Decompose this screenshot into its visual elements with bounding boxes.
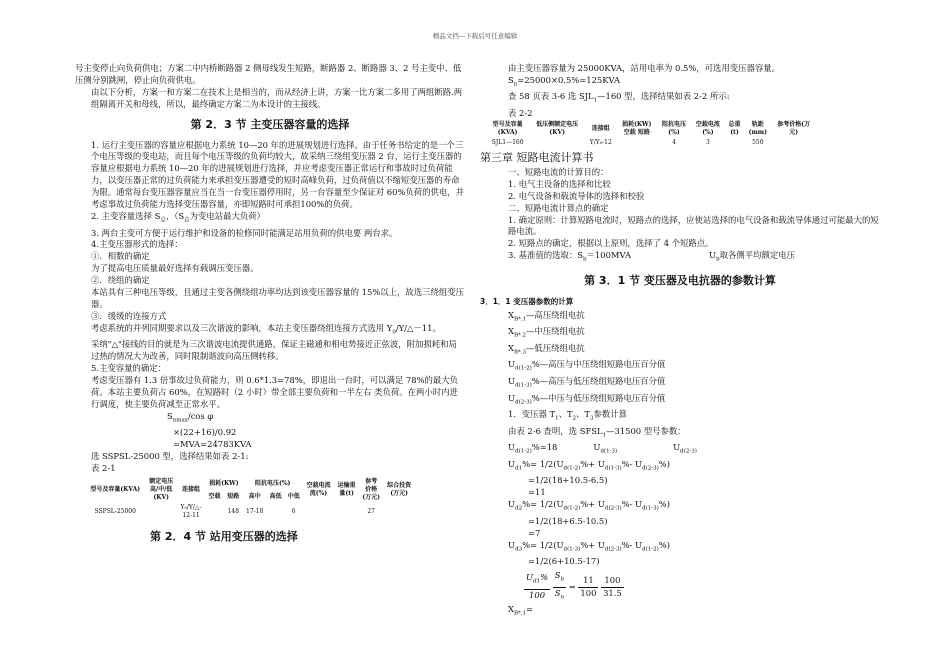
- paragraph-item4: 4.主变压器形式的选择：: [91, 239, 183, 250]
- th2-cur: [691, 120, 725, 138]
- th-imp-hm: 高中: [248, 492, 261, 500]
- eqa1-sub: d(1-2): [515, 448, 532, 455]
- f2-t2: %+ U: [580, 499, 605, 510]
- formula-ud1-r1: =1/2(18+10.5-6.5): [528, 475, 608, 486]
- u2-line: [480, 376, 880, 393]
- frac-n4: 100: [601, 575, 624, 588]
- th-impedance: 阻抗电压(%): [255, 479, 291, 487]
- tr: 1．变压器 T: [508, 409, 556, 420]
- eqa1: U: [508, 442, 516, 453]
- xb1-line: [480, 604, 880, 621]
- paragraph-r3: [480, 91, 880, 108]
- paragraph-select: 选 SSPSL-25000 型，选择结果如表 2-1:: [91, 451, 249, 462]
- formula-ud2-r2: =7: [528, 527, 541, 538]
- page-header-note: 精品文档---下载后可任意编辑: [432, 32, 518, 40]
- u2-t: %—高压与低压绕组短路电压百分值: [531, 375, 666, 386]
- paragraph-item4-4: 采纳"△"接线的目的就是为三次谐波电流提供通路，保证主磁通和相电势接近正弦波，附加损耗和局过热的情况大为改善，同时限制谐波向高压侧转移。: [91, 339, 457, 362]
- td2-volt: [529, 138, 585, 148]
- th2-volt-1: 低压侧额定电压: [536, 120, 579, 128]
- f2-t: %= 1/2(U: [522, 499, 564, 510]
- td-model: SSPSL-25000: [94, 508, 136, 516]
- th-noload-current: [303, 477, 335, 503]
- f1-sub: d1: [515, 465, 523, 472]
- td-conn: [177, 503, 205, 521]
- s2-3: [480, 250, 880, 267]
- x3: X: [508, 342, 514, 353]
- x1-t: —高压绕组电抗: [526, 309, 585, 320]
- frac-n3: 11: [578, 575, 598, 588]
- f3-s2: d(1-3): [563, 546, 581, 553]
- td2-cur: 3: [705, 138, 710, 146]
- f3-t4: %): [658, 539, 671, 550]
- u2: U: [508, 375, 516, 386]
- s1: 一、短路电流的计算目的：: [508, 166, 609, 177]
- td-ml: 6: [291, 508, 296, 516]
- f2-s4: d(1-3): [642, 505, 659, 512]
- paragraph-item5: 5.主变容量的确定：: [91, 363, 166, 374]
- th2-price: [771, 120, 816, 138]
- paragraph-item4-3: ③．缓缓的连接方式: [91, 310, 167, 321]
- formula-ud3-r1: =1/2(6+10.5-17): [528, 556, 600, 567]
- td2-conn: Y/Y₀-12: [589, 138, 612, 146]
- th-transport: [334, 477, 359, 503]
- th-noload-2: 流(%): [309, 490, 328, 498]
- paragraph-item4-2: ②．绕组的确定: [91, 275, 150, 286]
- item2-text: 2. 主变容量选择 S: [91, 210, 161, 221]
- th2-price-1: 参考价格(万: [777, 120, 811, 128]
- formula-ud2-r1: =1/2(18+6.5-10.5): [528, 515, 608, 526]
- fraction-ud1: [524, 572, 550, 601]
- th-imp-ml: 中低: [287, 492, 300, 500]
- item2-sub2: 总: [184, 217, 190, 224]
- s2-3d: U: [709, 250, 717, 261]
- eqa3: U: [673, 442, 681, 453]
- fraction-sb-sn: [553, 570, 566, 604]
- th2-cur-1: 空载电流: [695, 120, 720, 128]
- x1: X: [508, 309, 514, 320]
- table-2-1-caption: 表 2-1: [91, 463, 116, 474]
- s1-1: 1. 电气主设备的选择和比较: [508, 178, 611, 189]
- fraction-sn-den: [553, 588, 566, 605]
- th-trans-1: 运输重: [337, 482, 356, 490]
- th2-wt: [725, 120, 744, 138]
- f1: U: [508, 458, 516, 469]
- td-short: 148: [227, 508, 240, 516]
- th-voltage-3: (KV): [153, 494, 169, 502]
- paragraph-item5-text: 考虑变压器有 1.3 倍事故过负荷能力，则 0.6*1.3=78%，即退出一台时，可以满足 78%的最大负荷。本站主要负荷占 60%，在短路时（2 小时）带全部主要负荷和一半左右 类负荷。在两小时内进行调度，使主要负荷减至正常水平。: [91, 375, 459, 409]
- fraction-ud1-den: 100: [529, 589, 546, 600]
- th-conn: 连接组: [182, 486, 201, 494]
- equation-line-3: =MVA=24783KVA: [173, 439, 252, 450]
- th2-imp-2: (%): [668, 128, 680, 136]
- u3-t: %—中压与低压绕组短路电压百分值: [531, 392, 666, 403]
- td-noload: [205, 503, 224, 521]
- f1-t: %= 1/2(U: [522, 458, 564, 469]
- section-heading-3-1: 第 3．1 节 变压器及电抗器的参数计算: [584, 273, 776, 287]
- s2-3c: ＝100MVA: [586, 250, 632, 261]
- td-cur: [303, 503, 335, 521]
- tr-m: 、T: [558, 409, 573, 420]
- table-2-2: [486, 120, 816, 148]
- frac-d2s: n: [560, 594, 565, 601]
- td-ref: 27: [367, 508, 375, 516]
- xb1-sub: B*.1: [513, 610, 527, 617]
- x3-sub: B*.3: [513, 349, 527, 356]
- table-ref-line: [480, 426, 880, 443]
- x1-sub: B*.1: [513, 316, 527, 323]
- th2-price-2: 元): [789, 128, 799, 136]
- s1-2: 2. 电气设备和载流导体的选择和校验: [508, 190, 645, 201]
- frac-d2: S: [554, 587, 561, 598]
- x3-t: —低压绕组电抗: [526, 342, 585, 353]
- item2-sub: 总: [160, 217, 166, 224]
- frac-n2: S: [554, 570, 561, 581]
- formula-ud3: [480, 540, 880, 557]
- th-invest: [383, 477, 415, 503]
- eqa2: U: [593, 442, 601, 453]
- eq1-sub: nmax: [172, 417, 188, 424]
- f2-t4: %): [658, 499, 671, 510]
- th2-imp: [657, 120, 691, 138]
- th2-model-2: (KVA): [497, 128, 518, 136]
- section-heading-2-4: 第 2．4 节 站用变压器的选择: [150, 530, 298, 544]
- left-column: [75, 63, 465, 552]
- f3-t2: %+ U: [580, 539, 605, 550]
- s2-2: 2. 短路点的确定，根据以上原则，选择了 4 个短路点。: [508, 238, 714, 249]
- paragraph-item2: [75, 211, 465, 228]
- s2-3b: b: [583, 256, 587, 263]
- td-hl: [267, 503, 285, 521]
- frac-n1s: d1: [533, 579, 541, 586]
- subheading-3-1-1: 3．1．1 变压器参数的计算: [480, 296, 574, 306]
- s2: 二、短路电流计算点的确定: [508, 202, 609, 213]
- td-trans: [334, 503, 359, 521]
- u1-line: [480, 359, 880, 376]
- paragraph-item4-1-text: 为了提高电压质量最好选择有载调压变压器。: [91, 263, 259, 274]
- item2-end: 为变电站最大负荷）: [189, 210, 266, 221]
- tr-m2: 、T: [576, 409, 591, 420]
- eq1-tail: /cos φ: [187, 410, 214, 421]
- x2-sub: B*.2: [513, 332, 527, 339]
- f1-t2: %+ U: [580, 458, 605, 469]
- r3-sub: 1: [593, 98, 598, 105]
- th-voltage: [145, 477, 177, 503]
- th2-model-1: 型号及容量: [492, 120, 523, 128]
- u1-sub: d(1-2): [515, 366, 532, 373]
- tbl: 由表 2-6 查明，选 SFSL: [508, 425, 603, 436]
- paragraph-r2: [480, 75, 880, 92]
- r2-tail: =25000×0.5%=125KVA: [517, 74, 621, 85]
- u3-line: [480, 393, 880, 410]
- eq1-text: S: [167, 410, 173, 421]
- table-row: [85, 503, 415, 521]
- x2-line: [480, 326, 880, 343]
- fraction-expression: [480, 570, 880, 604]
- th-loss-noload: 空载: [208, 492, 221, 500]
- th-ref-2: 价格: [365, 486, 378, 494]
- f2-s2: d(1-2): [563, 505, 581, 512]
- paragraph-item1: 1. 运行主变压器的容量应根据电力系统 10—20 年的进展规划进行选择。由于任务书给定的是一个三个电压等级的变电站，而且每个电压等级的负荷均较大，故采纳三绕组变压器 2 台，运行主变压器的容量应根据电力系统 10—20 年的进展规划进行选择，并应考虑变压器正常运行和事故时过负荷能力，以变压器正常的过负荷能力来承担变压器遭受的短时高峰负荷，过负荷值以不缩短变压器的寿命为限。通常每台变压器容量应当在当一台变压器停用时，另一台容量至少保证对 60%负荷的供电，并考虑事故过负荷能力选择变压器容量，亦即短路时可承担100%的负荷。: [91, 139, 465, 210]
- td-voltage: [145, 503, 177, 521]
- td2-wt: [725, 138, 744, 148]
- x2-t: —中压绕组电抗: [526, 326, 585, 337]
- th2-volt-2: (KV): [549, 128, 565, 136]
- paragraph-compare: 由以下分析，方案一和方案二在技术上是相当的，而从经济上讲，方案一比方案二多用了两组断路.两组隔离开关和母线，所以，最终确定方案二为本设计的主接线。: [91, 86, 463, 109]
- right-column: [480, 63, 880, 621]
- eqa3-sub: d(2-3): [680, 448, 697, 455]
- th-ref-1: 参考: [365, 478, 378, 486]
- frac-d4: 31.5: [603, 587, 622, 598]
- formula-ud1-r2: =11: [528, 487, 546, 498]
- td2-rail: 550: [752, 138, 764, 146]
- th-loss: 损耗(KW): [209, 479, 239, 487]
- th-voltage-2: 高/中/低: [150, 486, 173, 494]
- th2-cur-2: (%): [702, 128, 714, 136]
- item4-3-sub: 0: [392, 329, 396, 336]
- tbl-sub: 1: [602, 432, 607, 439]
- td2-price: [771, 138, 816, 148]
- u1: U: [508, 359, 516, 370]
- r3-text: 查 58 页表 3-6 选 SJL: [508, 91, 594, 102]
- x1-line: [480, 310, 880, 327]
- fraction-equals: =: [568, 581, 576, 592]
- item4-3-text: 考虑系统的并列同期要求以及三次谐波的影响，本站主变压器绕组连接方式选用 Y: [91, 322, 393, 333]
- tr-s2: 2: [572, 415, 577, 422]
- f1-t3: %- U: [621, 458, 643, 469]
- eqa2-sub: d(1-3): [600, 448, 618, 455]
- s2-3a: 3. 基准值的选取：S: [508, 250, 584, 261]
- f3: U: [508, 539, 516, 550]
- th-ref-3: (万元): [362, 494, 381, 502]
- item2-tail: ，（S: [165, 210, 185, 221]
- f1-t4: %): [658, 458, 671, 469]
- f1-s2: d(1-2): [563, 465, 581, 472]
- fraction-sb-num: [553, 570, 566, 588]
- paragraph-item4-3-text: [75, 323, 465, 340]
- th-loss-short: 短路: [227, 492, 240, 500]
- th2-loss-1: 损耗(KW): [622, 120, 652, 128]
- th2-rail: [744, 120, 771, 138]
- tr-s1: 1: [555, 415, 559, 422]
- f3-sub: d3: [515, 546, 523, 553]
- f2-sub: d2: [515, 505, 523, 512]
- equation-line-2: ×(22+16)/0.92: [173, 427, 237, 438]
- u3: U: [508, 392, 516, 403]
- table-2-1: [85, 477, 415, 521]
- paragraph-item4-2-text: 本站具有三种电压等级，且通过主变各侧绕组功率均达到该变压器容量的 15%以上，故选三绕组变压器。: [91, 287, 465, 309]
- td2-loss: [617, 138, 657, 148]
- td-conn-1: Y₀/Y/△-: [180, 504, 202, 512]
- frac-n1t: %: [540, 572, 549, 583]
- f1-s4: d(2-3): [642, 465, 659, 472]
- r2-sub: n: [513, 81, 518, 88]
- paragraph-intro: 号主变停止向负荷供电；方案二中内桥断路器 2 侧母线发生短路，断路器 2、断路器 3、2 号主变中、低压侧分别跳闸，停止向负荷供电。: [75, 63, 462, 85]
- chapter-3-heading: 第三章 短路电流计算书: [480, 150, 594, 164]
- th-ref-price: [359, 477, 383, 503]
- u1-t: %—高压与中压绕组短路电压百分值: [531, 359, 666, 370]
- f1-s3: d(1-3): [604, 465, 622, 472]
- x2: X: [508, 326, 514, 337]
- equation-line-1: [75, 411, 465, 428]
- th2-rail-1: 轨距: [751, 120, 764, 128]
- fraction-11-100: [578, 575, 598, 600]
- r2-text: S: [508, 74, 514, 85]
- th-voltage-1: 额定电压: [149, 478, 174, 486]
- f2-t3: %- U: [621, 499, 643, 510]
- transformer-line: [480, 409, 880, 426]
- th2-rail-2: (mm): [748, 128, 767, 136]
- th2-loss-2: 空载 短路: [623, 128, 650, 136]
- td-hm: 17-18: [246, 508, 264, 516]
- s2-3f: 取各侧平均额定电压: [719, 250, 795, 261]
- th-model: 型号及容量(KVA): [90, 486, 141, 494]
- f3-t3: %- U: [621, 539, 643, 550]
- th-noload-1: 空载电流: [306, 482, 331, 490]
- th-invest-2: (万元): [390, 490, 409, 498]
- fraction-ud1-num: [524, 572, 550, 590]
- frac-n1: U: [526, 572, 534, 583]
- tr-t: 参数计算: [593, 409, 628, 420]
- td-conn-2: 12-11: [182, 512, 200, 520]
- paragraph-r1: 由主变压器容量为 25000KVA，站用电率为 0.5%，可选用变压器容量。: [508, 63, 781, 73]
- u2-sub: d(1-3): [515, 382, 532, 389]
- f3-s3: d(2-3): [604, 546, 622, 553]
- fraction-100-31-5: [601, 575, 624, 600]
- tr-s3: 3: [590, 415, 594, 422]
- frac-n2s: b: [560, 576, 565, 583]
- th2-wt-2: (t): [730, 128, 739, 136]
- frac-d3: 100: [580, 587, 597, 598]
- s2-3e: b: [716, 256, 720, 263]
- table-row: [486, 138, 816, 148]
- table-2-2-caption: 表 2-2: [508, 108, 533, 119]
- paragraph-item4-1: ①．相数的确定: [91, 251, 150, 262]
- th-trans-2: 量(t): [339, 490, 354, 498]
- th2-conn: 连接组: [591, 124, 610, 132]
- f3-s4: d(1-2): [642, 546, 659, 553]
- r3-tail: —160 型，选择结果如表 2-2 所示:: [597, 91, 730, 102]
- xb1-t: =: [526, 604, 534, 615]
- th2-imp-1: 阻抗电压: [661, 120, 686, 128]
- xb1: X: [508, 604, 514, 615]
- th2-wt-1: 总重: [728, 120, 741, 128]
- item4-3-tail: /Y/△－11。: [395, 322, 441, 333]
- formula-ud1: [480, 459, 880, 476]
- u3-sub: d(2-3): [515, 399, 532, 406]
- f2-s3: d(2-3): [604, 505, 622, 512]
- th-invest-1: 综合投资: [387, 482, 412, 490]
- eqa1-t: %=18: [531, 442, 558, 453]
- tbl-t: —31500 型号参数：: [606, 425, 686, 436]
- td2-imp: 4: [672, 138, 676, 146]
- s2-1: 1. 确定原则：计算短路电流时，短路点的选择，应使站选择的电气设备和载流导体通过可能最大的短路电流。: [508, 214, 879, 237]
- section-heading-2-3: 第 2．3 节 主变压器容量的选择: [190, 117, 350, 131]
- td2-model: SJL1—160: [491, 138, 524, 146]
- th-imp-hl: 高低: [269, 492, 282, 500]
- formula-ud2: [480, 499, 880, 516]
- td-invest: [383, 503, 415, 521]
- th2-loss: [617, 120, 657, 138]
- params-line: [480, 442, 880, 459]
- f2: U: [508, 499, 516, 510]
- th2-model: [486, 120, 529, 138]
- x3-line: [480, 343, 880, 360]
- th2-volt: [529, 120, 585, 138]
- paragraph-item3: 3. 两台主变可方便于运行维护和设备的检修同时能满足站用负荷的供电要 两台求。: [91, 227, 398, 238]
- f3-t: %= 1/2(U: [522, 539, 564, 550]
